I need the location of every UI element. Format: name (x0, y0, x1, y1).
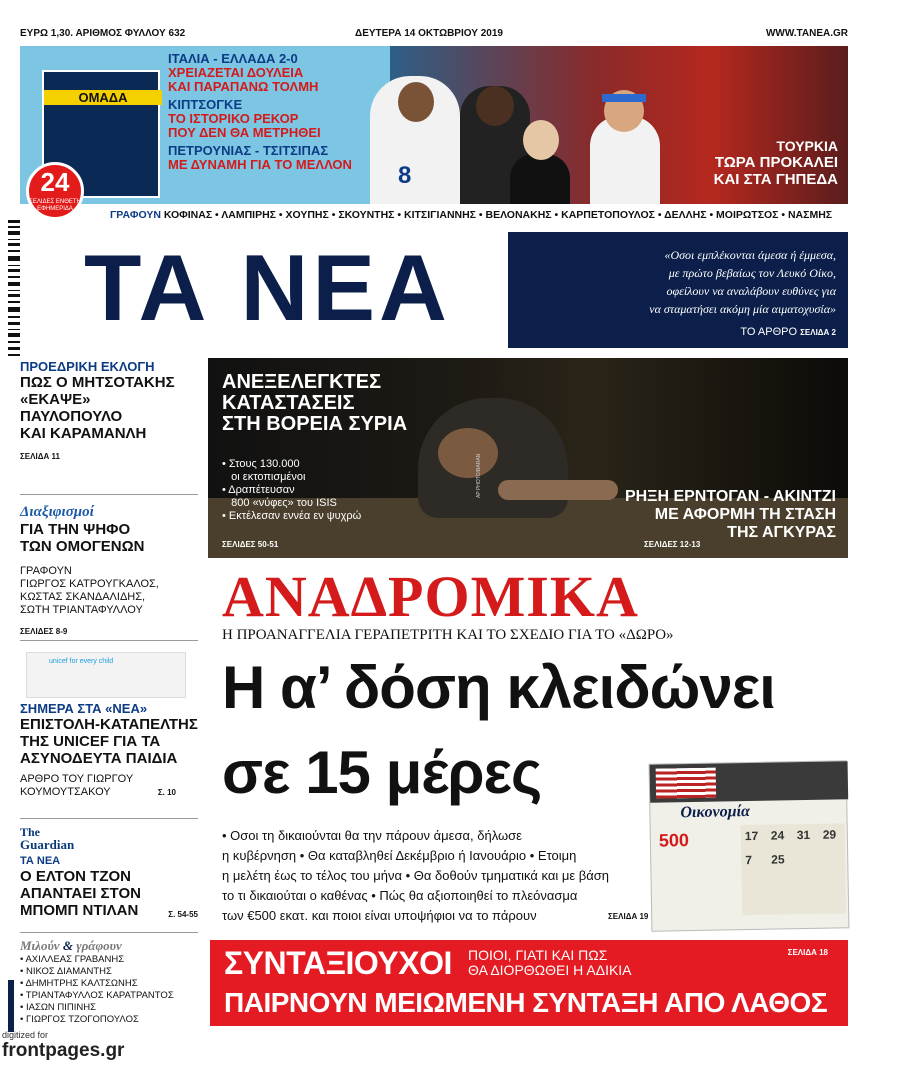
guardian-label: ΤΑ ΝΕΑ (20, 855, 61, 867)
unicef-head-2: ΤΗΣ UNICEF ΓΙΑ ΤΑ (20, 733, 161, 750)
syria-headline: ΑΝΕΞΕΛΕΓΚΤΕΣ ΚΑΤΑΣΤΑΣΕΙΣ ΣΤΗ ΒΟΡΕΙΑ ΣΥΡΙΑ (222, 371, 408, 435)
sports-head-2: ΚΙΠΤΣΟΓΚΕ (168, 97, 243, 112)
main-bullet-line-1: • Οσοι τη δικαιούνται θα την πάρουν άμεσα, δήλωσε (222, 828, 522, 843)
magazine-title: ΟΜΑΔΑ (44, 90, 162, 105)
guardian-head-2: ΑΠΑΝΤΑΕΙ ΣΤΟΝ (20, 885, 141, 902)
syria-photo-story[interactable] (208, 358, 848, 558)
pensioners-side-text: ΠΟΙΟΙ, ΓΙΑΤΙ ΚΑΙ ΠΩΣ ΘΑ ΔΙΟΡΘΩΘΕΙ Η ΑΔΙΚΙΑ (468, 947, 632, 978)
editorial-label: ΤΟ ΑΡΘΡΟ (740, 326, 798, 338)
main-bullet-line-2: η κυβέρνηση • Θα καταβληθεί Δεκέμβριο ή Ιανουάριο • Ετοιμη (222, 848, 577, 863)
main-subhead: Η ΠΡΟΑΝΑΓΓΕΛΙΑ ΓΕΡΑΠΕΤΡΙΤΗ ΚΑΙ ΤΟ ΣΧΕΔΙΟ ΓΙΑ ΤΟ «ΔΩΡΟ» (222, 627, 674, 643)
main-bullet-line-3: η μελέτη έως το τέλος του μήνα • Θα δοθούν τμηματικά και με βάση (222, 868, 610, 883)
quote-line-1: «Οσοι εμπλέκονται άμεσα ή έμμεσα, (664, 248, 836, 262)
diaspora-author-2: ΚΩΣΤΑΣ ΣΚΑΝΔΑΛΙΔΗΣ, (20, 591, 146, 603)
side-accent-bar (8, 980, 14, 1032)
quote-line-2: με πρώτο βεβαίως τον Λευκό Οίκο, (668, 266, 836, 280)
pensioners-headline: ΣΥΝΤΑΞΙΟΥΧΟΙ (224, 945, 452, 981)
writers-label: ΓΡΑΦΟΥΝ (110, 209, 161, 221)
main-headline-line-1[interactable]: Η α’ δόση κλειδώνει (222, 654, 775, 721)
badge-number: 24 (40, 167, 70, 197)
main-kicker[interactable]: ΑΝΑΔΡΟΜΙΚΑ (222, 564, 639, 629)
diaspora-author-label: ΓΡΑΦΟΥΝ (20, 565, 72, 577)
election-head-3: ΠΑΥΛΟΠΟΥΛΟ (20, 408, 123, 425)
syria-page: ΣΕΛΙΔΕΣ 50-51 (222, 540, 279, 549)
column-divider (20, 932, 198, 933)
diaspora-author-1: ΓΙΩΡΓΟΣ ΚΑΤΡΟΥΓΚΑΛΟΣ, (20, 578, 159, 590)
issue-date: ΔΕΥΤΕΡΑ 14 ΟΚΤΩΒΡΙΟΥ 2019 (355, 28, 503, 39)
main-story-bullets (222, 826, 642, 926)
unicef-head-3: ΑΣΥΝΟΔΕΥΤΑ ΠΑΙΔΙΑ (20, 750, 178, 767)
election-story[interactable] (20, 360, 200, 461)
main-headline-line-2[interactable]: σε 15 μέρες (222, 739, 542, 806)
columnist-3: • ΔΗΜΗΤΡΗΣ ΚΑΛΤΣΩΝΗΣ (20, 978, 138, 989)
sports-body-2b: ΠΟΥ ΔΕΝ ΘΑ ΜΕΤΡΗΘΕΙ (168, 125, 321, 140)
diaspora-author-3: ΣΩΤΗ ΤΡΙΑΝΤΑΦΥΛΛΟΥ (20, 604, 143, 616)
supplement-title: Οικονομία (680, 802, 751, 822)
unicef-byline-1: ΑΡΘΡΟ ΤΟΥ ΓΙΩΡΓΟΥ (20, 773, 134, 785)
pensioners-page: ΣΕΛΙΔΑ 18 (787, 948, 828, 957)
unicef-page: Σ. 10 (157, 788, 176, 797)
column-divider (20, 494, 198, 495)
unicef-doc-label: unicef for every child (49, 658, 114, 665)
calendar-image: 17 24 31 29 7 25 (741, 823, 847, 915)
syria-bullets: • Στους 130.000 οι εκτοπισμένοι • Δραπέτευσαν 800 «νύφες» του ISIS • Εκτέλεσαν εννέα εν ψυχρώ (222, 458, 362, 522)
photo-face (438, 428, 498, 478)
column-divider (20, 818, 198, 819)
columnist-photo (510, 154, 570, 204)
columnists-box (20, 938, 200, 1026)
guardian-logo-line-1: The (20, 825, 41, 839)
election-page: ΣΕΛΙΔΑ 11 (20, 452, 60, 461)
election-head-1: ΠΩΣ Ο ΜΗΤΣΟΤΑΚΗΣ (20, 374, 175, 391)
unicef-byline-2: ΚΟΥΜΟΥΤΣΑΚΟΥ Σ. 10 (20, 786, 176, 798)
flag-image (656, 768, 717, 799)
economy-supplement-cover[interactable] (649, 760, 850, 931)
unicef-kicker: ΣΗΜΕΡΑ ΣΤΑ «ΝΕΑ» (20, 701, 148, 716)
columnist-2: • ΝΙΚΟΣ ΔΙΑΜΑΝΤΗΣ (20, 966, 112, 977)
player-photo (370, 76, 460, 204)
sports-head-3: ΠΕΤΡΟΥΝΙΑΣ - ΤΣΙΤΣΙΠΑΣ (168, 143, 329, 158)
election-head-2: «ΕΚΑΨΕ» (20, 391, 91, 408)
columnist-6: • ΓΙΩΡΓΟΣ ΤΖΟΓΟΠΟΥΛΟΣ (20, 1014, 139, 1025)
turkey-story[interactable] (714, 138, 838, 188)
columnist-4: • ΤΡΙΑΝΤΑΦΥΛΛΟΣ ΚΑΡΑΤΡΑΝΤΟΣ (20, 990, 174, 1001)
supplement-big-value: 500 (658, 830, 690, 851)
guardian-story[interactable] (20, 826, 200, 919)
badge-text: ΣΕΛΙΔΕΣ ΕΝΘΕΤΗ ΕΦΗΜΕΡΙΔΑ (29, 199, 81, 212)
main-bullet-line-5: των €500 εκατ. και ποιοι είναι υποψήφιοι να το πάρουν (222, 908, 537, 923)
sports-body-3a: ΜΕ ΔΥΝΑΜΗ ΓΙΑ ΤΟ ΜΕΛΛΟΝ (168, 157, 352, 172)
tennis-player-photo (590, 116, 660, 204)
masthead (78, 232, 848, 348)
erdogan-headline[interactable]: ΡΗΞΗ ΕΡΝΤΟΓΑΝ - ΑΚΙΝΤΖΙ ΜΕ ΑΦΟΡΜΗ ΤΗ ΣΤΑΣΗ ΤΗΣ ΑΓΚΥΡΑΣ (624, 488, 836, 541)
main-story-page: ΣΕΛΙΔΑ 19 (608, 912, 649, 921)
guardian-head-3: ΜΠΟΜΠ ΝΤΙΛΑΝ Σ. 54-55 (20, 902, 200, 919)
unicef-head-1: ΕΠΙΣΤΟΛΗ-ΚΑΤΑΠΕΛΤΗΣ (20, 716, 198, 733)
sports-head-1: ΙΤΑΛΙΑ - ΕΛΛΑΔΑ 2-0 (168, 51, 298, 66)
frontpages-link[interactable]: frontpages.gr (2, 1040, 125, 1061)
sports-body-1a: ΧΡΕΙΑΖΕΤΑΙ ΔΟΥΛΕΙΑ (168, 65, 304, 80)
quote-line-4: να σταματήσει ακόμη μία αιματοχυσία» (649, 302, 836, 316)
digitized-label: digitized for (2, 1030, 49, 1040)
election-kicker: ΠΡΟΕΔΡΙΚΗ ΕΚΛΟΓΗ (20, 359, 155, 374)
turkey-line-2: ΤΩΡΑ ΠΡΟΚΑΛΕΙ (714, 154, 838, 171)
columnist-1: • ΑΧΙΛΛΕΑΣ ΓΡΑΒΑΝΗΣ (20, 954, 125, 965)
barcode-icon (8, 220, 20, 360)
diaspora-head-1: ΓΙΑ ΤΗΝ ΨΗΦΟ (20, 521, 131, 538)
diaspora-head-2: ΤΩΝ ΟΜΟΓΕΝΩΝ (20, 538, 145, 555)
photo-hand (498, 480, 618, 500)
unicef-story[interactable] (20, 702, 200, 799)
editorial-quote (516, 246, 836, 318)
writers-line (110, 209, 850, 221)
diaspora-story[interactable] (20, 504, 200, 636)
photo-credit: AP PHOTO/BARAN (476, 453, 482, 498)
main-bullet-line-4: το τι δικαιούται ο καθένας • Πώς θα αξιοποιηθεί το πλεόνασμα (222, 888, 578, 903)
website-url[interactable]: WWW.TANEA.GR (765, 28, 848, 39)
newspaper-logo[interactable] (78, 232, 508, 348)
logo-text: ΤΑ ΝΕΑ (84, 235, 451, 340)
shirt-number: 8 (398, 162, 412, 189)
pensioners-banner[interactable] (210, 940, 848, 1026)
diaspora-kicker: Διαξιφισμοί (20, 504, 94, 520)
sports-banner[interactable] (20, 46, 848, 212)
columnist-5: • ΙΑΣΩΝ ΠΙΠΙΝΗΣ (20, 1002, 97, 1013)
sports-body-1b: ΚΑΙ ΠΑΡΑΠΑΝΩ ΤΟΛΜΗ (168, 79, 319, 94)
pensioners-subline: ΠΑΙΡΝΟΥΝ ΜΕΙΩΜΕΝΗ ΣΥΝΤΑΞΗ ΑΠΟ ΛΑΘΟΣ (224, 987, 828, 1018)
writers-names: ΚΟΦΙΝΑΣ • ΛΑΜΠΙΡΗΣ • ΧΟΥΠΗΣ • ΣΚΟΥΝΤΗΣ • ΚΙΤΣΙΓΙΑΝΝΗΣ • ΒΕΛΟΝΑΚΗΣ • ΚΑΡΠΕΤΟΠΟΥΛΟΣ • ΔΕΛΛΗΣ • ΜΟΙΡΩΤΣΟΣ • ΝΑΣΜΗΣ (163, 209, 833, 221)
quote-line-3: οφείλουν να αναλάβουν ευθύνες για (666, 284, 836, 298)
guardian-page: Σ. 54-55 (168, 910, 198, 919)
turkey-kicker: ΤΟΥΡΚΙΑ (776, 138, 838, 154)
guardian-head-1: Ο ΕΛΤΟΝ ΤΖΟΝ (20, 868, 131, 885)
issue-info: ΕΥΡΩ 1,30. ΑΡΙΘΜΟΣ ΦΥΛΛΟΥ 632 (20, 28, 186, 39)
sports-body-2a: ΤΟ ΙΣΤΟΡΙΚΟ ΡΕΚΟΡ (168, 111, 299, 126)
columnists-title: Μιλούν & γράφουν (20, 938, 122, 953)
column-divider (20, 640, 198, 641)
pages-badge (26, 162, 84, 220)
election-head-4: ΚΑΙ ΚΑΡΑΜΑΝΛΗ (20, 425, 147, 442)
unicef-letter-image (26, 652, 186, 698)
guardian-logo-line-2: Guardian (20, 837, 75, 852)
erdogan-page: ΣΕΛΙΔΕΣ 12-13 (644, 540, 701, 549)
editorial-link[interactable] (740, 326, 836, 338)
editorial-page: ΣΕΛΙΔΑ 2 (800, 328, 836, 337)
diaspora-page: ΣΕΛΙΔΕΣ 8-9 (20, 627, 68, 636)
turkey-line-3: ΚΑΙ ΣΤΑ ΓΗΠΕΔΑ (713, 171, 838, 188)
